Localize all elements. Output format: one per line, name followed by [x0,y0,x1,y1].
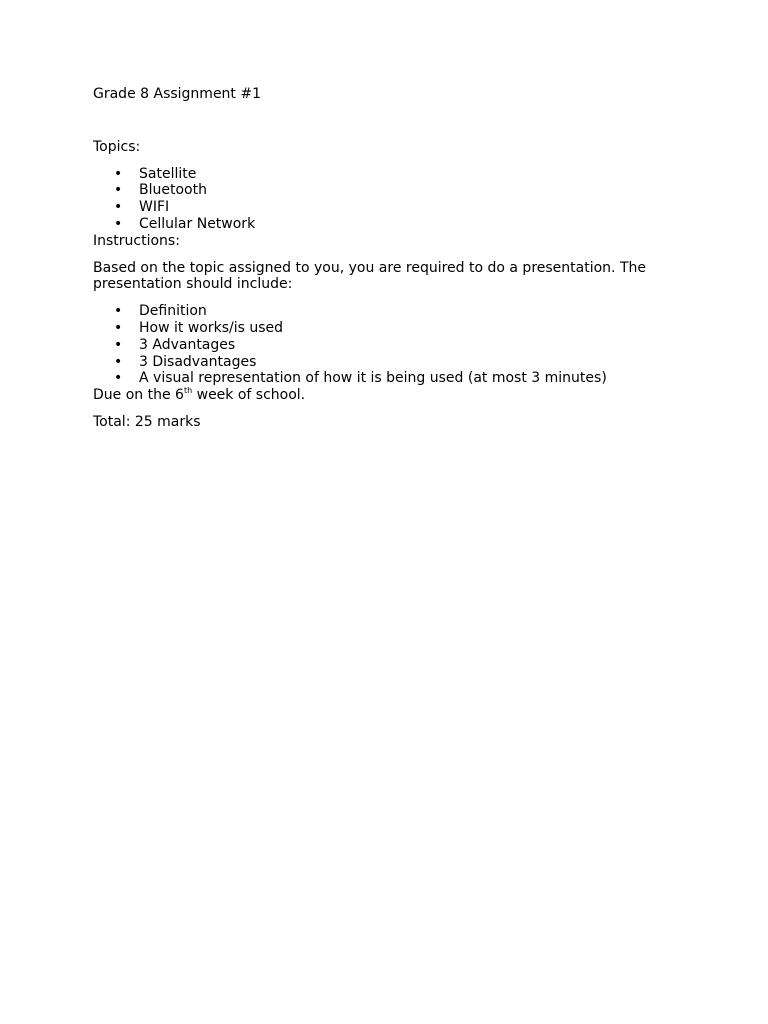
bullet-icon: • [114,370,123,387]
due-prefix: Due on the 6 [93,387,184,404]
list-item [93,354,683,371]
document-title: Grade 8 Assignment #1 [93,86,262,102]
list-item [93,337,683,354]
bullet-icon: • [114,165,123,182]
instructions-heading: Instructions: [93,232,180,249]
bullet-icon: • [114,336,123,353]
requirements-list [93,303,683,387]
requirement-text: 3 Advantages [139,336,236,353]
bullet-icon: • [114,303,123,320]
requirement-text: A visual representation of how it is being used (at most 3 minutes) [139,370,607,387]
list-item [93,370,683,387]
due-ordinal-suffix: th [183,386,193,396]
topic-text: Satellite [139,165,197,182]
bullet-icon: • [114,353,123,370]
bullet-icon: • [114,215,123,232]
requirement-text: 3 Disadvantages [139,353,257,370]
instructions-paragraph: Based on the topic assigned to you, you are required to do a presentation. The presentation should include: [93,259,646,293]
total-marks: Total: 25 marks [93,413,201,430]
due-date-line [93,387,683,404]
bullet-icon: • [114,319,123,336]
topics-heading: Topics: [93,138,141,155]
document-body [93,86,683,431]
list-item [93,216,683,233]
bullet-icon: • [114,199,123,216]
bullet-icon: • [114,182,123,199]
list-item [93,166,683,183]
topic-text: WIFI [139,199,170,216]
topics-list [93,166,683,233]
topic-text: Cellular Network [139,215,256,232]
requirement-text: Definition [139,303,207,320]
list-item [93,320,683,337]
list-item [93,199,683,216]
list-item [93,303,683,320]
due-rest: week of school. [192,387,306,404]
requirement-text: How it works/is used [139,319,284,336]
topic-text: Bluetooth [139,182,207,199]
list-item [93,182,683,199]
